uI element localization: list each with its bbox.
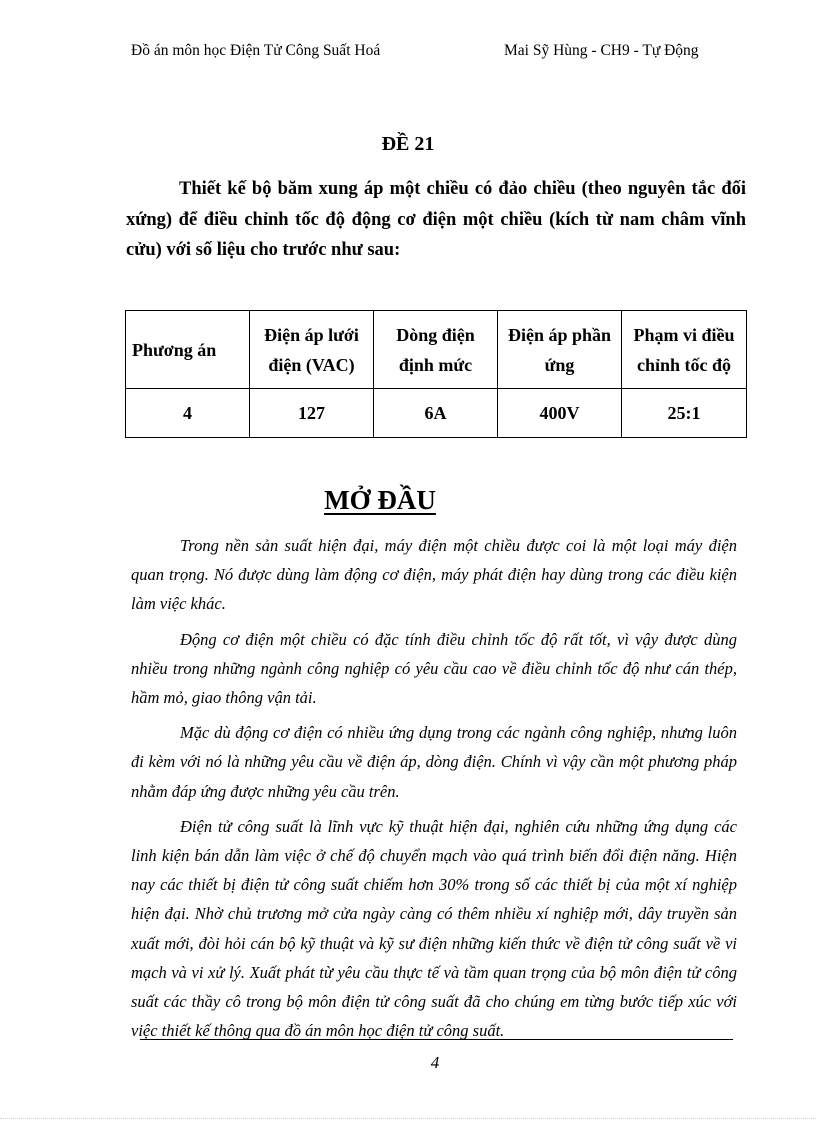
paragraph: Động cơ điện một chiều có đặc tính điều chỉnh tốc độ rất tốt, vì vậy được dùng nhiều trong những ngành công nghiệp có yêu cầu cao về điều chỉnh tốc độ như cán thép, hầm mỏ, giao thông vận tải. [131,629,737,708]
header-author: Mai Sỹ Hùng - CH9 - Tự Động [504,42,699,59]
spec-table-row [126,389,747,438]
spec-cell-current: 6A [374,389,498,438]
spec-cell-option: 4 [126,389,250,438]
spec-cell-speed-range: 25:1 [622,389,747,438]
spec-table-header-row [126,311,747,389]
page-number: 4 [430,1053,440,1072]
spec-header-cell: Dòng điện định mức [374,311,498,389]
paragraph: Mặc dù động cơ điện có nhiều ứng dụng trong các ngành công nghiệp, nhưng luôn đi kèm với nó là những yêu cầu về điện áp, dòng điện. Chính vì vậy cần một phương pháp nhằm đáp ứng được những yêu cầu trên. [131,723,737,801]
spec-header-cell: Điện áp phần ứng [498,311,622,389]
spec-header-cell: Phương án [126,311,250,389]
section-heading [0,480,760,520]
footer-divider [140,1039,733,1040]
task-description: Thiết kế bộ băm xung áp một chiều có đảo chiều (theo nguyên tắc đối xứng) để điều chỉnh tốc độ động cơ điện một chiều (kích từ nam châm vĩnh cửu) với số liệu cho trước như sau: [126,179,746,260]
header-course-title: Đồ án môn học Điện Tử Công Suất Hoá [131,42,381,59]
spec-header-cell: Phạm vi điều chỉnh tốc độ [622,311,747,389]
paragraph: Điện tử công suất là lĩnh vực kỹ thuật hiện đại, nghiên cứu những ứng dụng các linh kiện bán dẫn làm việc ở chế độ chuyển mạch vào quá trình biến đổi điện năng. Hiện nay các thiết bị điện tử công suất chiếm hơn 30% trong số các thiết bị của một xí nghiệp hiện đại. Nhờ chủ trương mở cửa ngày càng có thêm nhiều xí nghiệp mới, dây truyền sản xuất mới, đòi hỏi cán bộ kỹ thuật và kỹ sư điện những kiến thức về điện tử công suất về vi mạch và vi xử lý. Xuất phát từ yêu cầu thực tế và tầm quan trọng của bộ môn điện tử công suất các thầy cô trong bộ môn điện tử công suất đã cho chúng em từng bước tiếp xúc với việc thiết kế thông qua đồ án môn học điện tử công suất. [131,816,737,1041]
page-bottom-edge [0,1118,816,1119]
spec-cell-armature-voltage: 400V [498,389,622,438]
paragraph: Trong nền sản suất hiện đại, máy điện một chiều được coi là một loại máy điện quan trọng. Nó được dùng làm động cơ điện, máy phát điện hay dùng trong các điều kiện làm việc khác. [131,536,737,614]
intro-body [131,531,737,1051]
spec-header-cell: Điện áp lưới điện (VAC) [250,311,374,389]
spec-cell-voltage: 127 [250,389,374,438]
spec-table [125,310,747,438]
section-heading-text: MỞ ĐẦU [324,485,436,515]
topic-title: ĐỀ 21 [381,133,435,155]
